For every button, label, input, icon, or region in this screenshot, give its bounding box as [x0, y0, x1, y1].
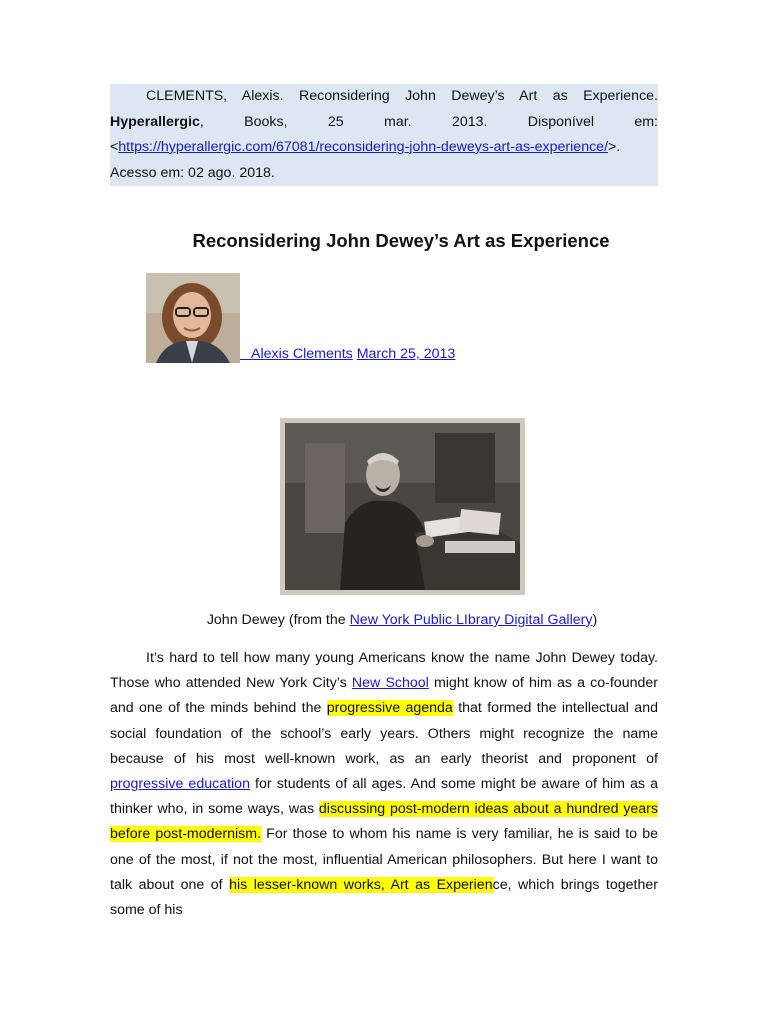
- citation-publication: Hyperallergic: [110, 113, 200, 130]
- byline-spacer-link[interactable]: [240, 346, 251, 362]
- author-link[interactable]: Alexis Clements: [251, 346, 353, 362]
- article-body: [110, 646, 658, 923]
- caption-prefix: John Dewey (from the: [206, 612, 350, 628]
- citation-access: >. Acesso em: 02 ago. 2018.: [110, 139, 621, 181]
- highlight-lesser-known-works: his lesser-known works, Art as Experien: [229, 876, 493, 893]
- photo-caption: [0, 612, 768, 628]
- john-dewey-photo: [280, 418, 525, 595]
- highlight-post-modern: discussing post-modern ideas about a hundred years before post-modernism.: [110, 801, 659, 843]
- highlight-progressive-agenda: progressive agenda: [326, 700, 453, 717]
- new-school-link[interactable]: New School: [351, 675, 429, 692]
- citation-url-link[interactable]: https://hyperallergic.com/67081/reconsidering-john-deweys-art-as-experience/: [118, 139, 609, 155]
- date-link[interactable]: March 25, 2013: [356, 346, 456, 362]
- article-byline: [240, 346, 455, 362]
- body-text-3: that formed the intellectual and social foundation of the school’s early years. Others might recognize the name because of his most well-known work, as an early theorist and proponent of: [110, 700, 658, 767]
- body-text-1: It’s hard to tell how many young Americans know the name John Dewey today. Those who attended New York City’s: [110, 650, 658, 692]
- article-title: Reconsidering John Dewey’s Art as Experience: [192, 230, 610, 251]
- caption-suffix: ): [592, 612, 598, 628]
- progressive-education-link[interactable]: progressive education: [110, 776, 250, 793]
- body-text-5: For those to whom his name is very familiar, he is said to be one of the most, if not the most, influential American philosophers. But here I want to talk about one of: [110, 826, 658, 893]
- author-avatar: [146, 273, 240, 363]
- citation-block: [110, 84, 658, 186]
- body-text-6: ce, which brings together some of his: [110, 876, 658, 919]
- body-text-4: for students of all ages. And some might be aware of him as a thinker who, in some ways, was: [110, 776, 658, 818]
- citation-details: , Books, 25 mar. 2013. Disponível em: <: [110, 113, 658, 155]
- citation-author: CLEMENTS, Alexis. Reconsidering John Dewey’s Art as Experience.: [146, 88, 658, 104]
- body-text-2: might know of him as a co-founder and one of the minds behind the: [110, 675, 658, 717]
- caption-gallery-link[interactable]: New York Public LIbrary Digital Gallery: [349, 612, 593, 628]
